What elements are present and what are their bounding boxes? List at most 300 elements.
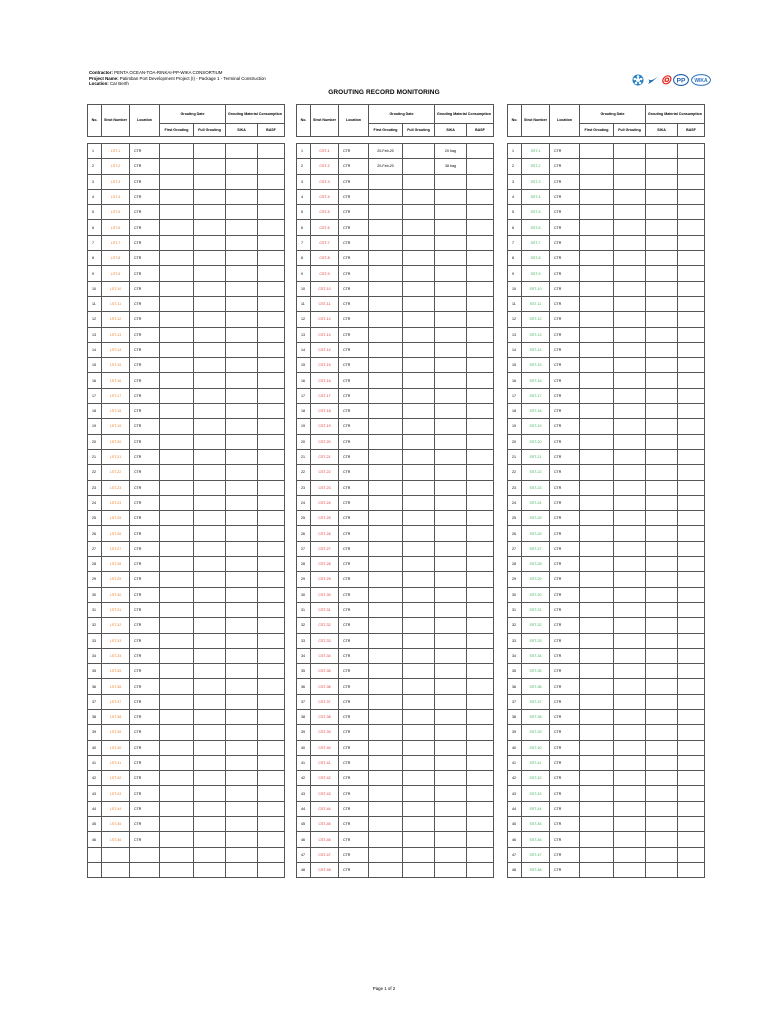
first-grouting-cell xyxy=(369,771,403,786)
sika-cell xyxy=(226,296,258,311)
first-grouting-cell xyxy=(160,144,194,159)
table-row xyxy=(297,404,494,419)
first-grouting-cell xyxy=(369,572,403,587)
header-strut-number: Strut Number xyxy=(522,105,550,137)
row-number: 18 xyxy=(508,404,522,419)
sika-cell xyxy=(226,189,258,204)
full-grouting-cell xyxy=(614,602,646,617)
strut-number: LST-14 xyxy=(102,342,130,357)
full-grouting-cell xyxy=(614,664,646,679)
contractor-line: Contractor: PENTA OCEAN-TOA-RINKAI-PP-WIKA CONSORTIUM xyxy=(89,70,223,75)
full-grouting-cell xyxy=(194,602,226,617)
table-row xyxy=(508,633,705,648)
sika-cell xyxy=(435,495,467,510)
row-number: 22 xyxy=(88,465,102,480)
location-cell: CTR xyxy=(339,709,369,724)
row-number: 39 xyxy=(297,725,311,740)
location-cell: CTR xyxy=(339,434,369,449)
table-row xyxy=(297,495,494,510)
full-grouting-cell xyxy=(194,312,226,327)
table-row xyxy=(297,480,494,495)
location-cell: CTR xyxy=(130,434,160,449)
full-grouting-cell xyxy=(403,449,435,464)
full-grouting-cell xyxy=(614,832,646,847)
sika-cell xyxy=(646,220,678,235)
strut-number: SST-48 xyxy=(522,862,550,877)
location-cell: CTR xyxy=(130,648,160,663)
first-grouting-cell xyxy=(160,373,194,388)
row-number: 39 xyxy=(88,725,102,740)
table-row xyxy=(508,648,705,663)
row-number: 19 xyxy=(508,419,522,434)
basf-cell xyxy=(467,801,494,816)
full-grouting-cell xyxy=(403,679,435,694)
basf-cell xyxy=(678,511,705,526)
basf-cell xyxy=(467,404,494,419)
table-row xyxy=(508,144,705,159)
full-grouting-cell xyxy=(403,817,435,832)
strut-number: CST-21 xyxy=(311,449,339,464)
strut-number: SST-31 xyxy=(522,602,550,617)
basf-cell xyxy=(467,694,494,709)
full-grouting-cell xyxy=(614,358,646,373)
full-grouting-cell xyxy=(614,801,646,816)
row-number: 30 xyxy=(297,587,311,602)
document-header xyxy=(89,70,266,87)
location-cell: CTR xyxy=(339,373,369,388)
location-cell: CTR xyxy=(550,511,580,526)
row-number: 37 xyxy=(88,694,102,709)
first-grouting-cell xyxy=(580,664,614,679)
first-grouting-cell xyxy=(369,388,403,403)
table-row xyxy=(297,572,494,587)
basf-cell xyxy=(258,817,285,832)
basf-cell xyxy=(467,235,494,250)
row-number: 43 xyxy=(508,786,522,801)
sika-cell xyxy=(435,281,467,296)
strut-number: SST-39 xyxy=(522,725,550,740)
sika-cell xyxy=(646,740,678,755)
strut-number: CST-30 xyxy=(311,587,339,602)
sika-cell xyxy=(226,694,258,709)
sika-cell xyxy=(435,449,467,464)
first-grouting-cell xyxy=(160,664,194,679)
basf-cell xyxy=(467,312,494,327)
row-number: 14 xyxy=(297,342,311,357)
first-grouting-cell xyxy=(369,205,403,220)
location-cell: CTR xyxy=(550,373,580,388)
strut-number: LST-16 xyxy=(102,373,130,388)
row-number: 35 xyxy=(88,664,102,679)
row-number: 31 xyxy=(88,602,102,617)
row-number: 1 xyxy=(508,144,522,159)
row-number: 35 xyxy=(297,664,311,679)
basf-cell xyxy=(467,847,494,862)
first-grouting-cell xyxy=(160,159,194,174)
table-row xyxy=(508,189,705,204)
basf-cell xyxy=(678,817,705,832)
strut-number: CST-13 xyxy=(311,327,339,342)
basf-cell xyxy=(678,786,705,801)
table-row xyxy=(297,205,494,220)
first-grouting-cell xyxy=(160,480,194,495)
row-number: 17 xyxy=(297,388,311,403)
basf-cell xyxy=(467,587,494,602)
location-line: Location: Car Berth xyxy=(89,81,129,87)
strut-number: CST-7 xyxy=(311,235,339,250)
sika-cell xyxy=(226,511,258,526)
location-cell: CTR xyxy=(130,832,160,847)
header-spacer xyxy=(467,137,494,144)
basf-cell xyxy=(678,465,705,480)
table-row xyxy=(88,832,285,847)
table-row xyxy=(88,358,285,373)
location-cell: CTR xyxy=(339,862,369,877)
sika-cell xyxy=(646,235,678,250)
first-grouting-cell xyxy=(369,373,403,388)
sika-cell xyxy=(646,296,678,311)
table-row xyxy=(508,511,705,526)
location-cell: CTR xyxy=(339,205,369,220)
sika-cell: 20 bag xyxy=(435,144,467,159)
strut-number: LST-38 xyxy=(102,709,130,724)
empty-cell xyxy=(88,862,102,877)
basf-cell xyxy=(258,602,285,617)
row-number: 41 xyxy=(88,755,102,770)
full-grouting-cell xyxy=(403,740,435,755)
location-cell: CTR xyxy=(550,618,580,633)
full-grouting-cell xyxy=(614,817,646,832)
consortium-logos xyxy=(632,71,718,89)
location-cell: CTR xyxy=(339,633,369,648)
table-row xyxy=(297,602,494,617)
sika-cell xyxy=(435,771,467,786)
table-row xyxy=(88,419,285,434)
row-number: 33 xyxy=(508,633,522,648)
table-row xyxy=(88,327,285,342)
strut-number: SST-13 xyxy=(522,327,550,342)
strut-number: CST-19 xyxy=(311,419,339,434)
strut-number: SST-44 xyxy=(522,801,550,816)
basf-cell xyxy=(258,404,285,419)
row-number: 24 xyxy=(297,495,311,510)
first-grouting-cell xyxy=(160,251,194,266)
row-number: 13 xyxy=(508,327,522,342)
basf-cell xyxy=(678,312,705,327)
first-grouting-cell xyxy=(369,648,403,663)
header-grouting-date: Grouting Date xyxy=(369,105,435,124)
basf-cell xyxy=(678,832,705,847)
table-row xyxy=(297,511,494,526)
row-number: 31 xyxy=(508,602,522,617)
table-row xyxy=(297,862,494,877)
basf-cell xyxy=(678,725,705,740)
strut-number: LST-8 xyxy=(102,251,130,266)
table-row xyxy=(508,495,705,510)
location-cell: CTR xyxy=(130,801,160,816)
strut-number: LST-29 xyxy=(102,572,130,587)
location-cell: CTR xyxy=(550,404,580,419)
basf-cell xyxy=(258,358,285,373)
strut-number: CST-4 xyxy=(311,189,339,204)
strut-number: SST-18 xyxy=(522,404,550,419)
location-cell: CTR xyxy=(550,541,580,556)
full-grouting-cell xyxy=(403,832,435,847)
strut-number: SST-33 xyxy=(522,633,550,648)
location-cell: CTR xyxy=(339,342,369,357)
first-grouting-cell xyxy=(369,832,403,847)
first-grouting-cell xyxy=(580,557,614,572)
full-grouting-cell xyxy=(403,159,435,174)
row-number: 1 xyxy=(297,144,311,159)
sika-cell xyxy=(226,404,258,419)
header-basf: BASF xyxy=(258,124,285,137)
location-cell: CTR xyxy=(130,266,160,281)
sika-cell xyxy=(435,465,467,480)
basf-cell xyxy=(258,587,285,602)
sika-cell xyxy=(646,648,678,663)
first-grouting-cell xyxy=(369,679,403,694)
row-number: 14 xyxy=(88,342,102,357)
row-number: 19 xyxy=(297,419,311,434)
location-cell: CTR xyxy=(339,404,369,419)
strut-number: LST-5 xyxy=(102,205,130,220)
full-grouting-cell xyxy=(194,618,226,633)
header-sika: SIKA xyxy=(435,124,467,137)
row-number: 25 xyxy=(297,511,311,526)
location-cell: CTR xyxy=(339,281,369,296)
location-cell: CTR xyxy=(339,159,369,174)
sika-cell xyxy=(226,174,258,189)
basf-cell xyxy=(258,740,285,755)
row-number: 2 xyxy=(508,159,522,174)
row-number: 27 xyxy=(88,541,102,556)
sika-cell xyxy=(226,465,258,480)
full-grouting-cell xyxy=(403,358,435,373)
basf-cell xyxy=(678,771,705,786)
table-row xyxy=(508,358,705,373)
strut-number: SST-17 xyxy=(522,388,550,403)
full-grouting-cell xyxy=(403,373,435,388)
location-cell: CTR xyxy=(130,526,160,541)
strut-number: CST-34 xyxy=(311,648,339,663)
full-grouting-cell xyxy=(403,174,435,189)
strut-number: CST-17 xyxy=(311,388,339,403)
table-row xyxy=(88,266,285,281)
sika-cell xyxy=(435,862,467,877)
basf-cell xyxy=(467,602,494,617)
full-grouting-cell xyxy=(194,388,226,403)
row-number: 7 xyxy=(508,235,522,250)
location-cell: CTR xyxy=(550,358,580,373)
sika-cell xyxy=(646,312,678,327)
table-row xyxy=(508,664,705,679)
full-grouting-cell xyxy=(403,144,435,159)
location-cell: CTR xyxy=(339,235,369,250)
row-number: 23 xyxy=(88,480,102,495)
basf-cell xyxy=(678,205,705,220)
strut-number: CST-38 xyxy=(311,709,339,724)
basf-cell xyxy=(678,235,705,250)
sika-cell xyxy=(435,327,467,342)
sika-cell xyxy=(435,725,467,740)
strut-number: CST-28 xyxy=(311,557,339,572)
basf-cell xyxy=(258,205,285,220)
first-grouting-cell xyxy=(160,587,194,602)
sika-cell xyxy=(646,434,678,449)
first-grouting-cell xyxy=(160,404,194,419)
strut-number: SST-37 xyxy=(522,694,550,709)
location-cell: CTR xyxy=(550,557,580,572)
sika-cell xyxy=(435,587,467,602)
table-row xyxy=(297,159,494,174)
strut-number: SST-26 xyxy=(522,526,550,541)
table-row xyxy=(508,434,705,449)
basf-cell xyxy=(467,449,494,464)
sika-cell xyxy=(646,404,678,419)
sika-cell xyxy=(646,480,678,495)
location-cell: CTR xyxy=(550,526,580,541)
table-row xyxy=(297,771,494,786)
strut-number: CST-41 xyxy=(311,755,339,770)
basf-cell xyxy=(678,694,705,709)
basf-cell xyxy=(258,373,285,388)
sika-cell xyxy=(226,602,258,617)
basf-cell xyxy=(678,541,705,556)
header-grouting-date: Grouting Date xyxy=(580,105,646,124)
location-cell: CTR xyxy=(550,480,580,495)
full-grouting-cell xyxy=(614,388,646,403)
table-row xyxy=(508,862,705,877)
table-row xyxy=(508,709,705,724)
basf-cell xyxy=(467,434,494,449)
first-grouting-cell xyxy=(160,235,194,250)
table-row xyxy=(297,144,494,159)
row-number: 30 xyxy=(508,587,522,602)
row-number: 36 xyxy=(297,679,311,694)
basf-cell xyxy=(678,618,705,633)
empty-cell xyxy=(226,862,258,877)
row-number: 30 xyxy=(88,587,102,602)
first-grouting-cell xyxy=(160,511,194,526)
row-number: 12 xyxy=(88,312,102,327)
row-number: 38 xyxy=(297,709,311,724)
basf-cell xyxy=(678,740,705,755)
basf-cell xyxy=(678,373,705,388)
strut-number: SST-25 xyxy=(522,511,550,526)
strut-number: SST-9 xyxy=(522,266,550,281)
location-cell: CTR xyxy=(339,740,369,755)
sika-cell xyxy=(435,189,467,204)
wika-logo-icon xyxy=(691,74,711,86)
row-number: 38 xyxy=(508,709,522,724)
first-grouting-cell xyxy=(580,602,614,617)
basf-cell xyxy=(258,342,285,357)
header-full-grouting: Full Grouting xyxy=(614,124,646,137)
row-number: 6 xyxy=(297,220,311,235)
basf-cell xyxy=(258,694,285,709)
strut-number: CST-15 xyxy=(311,358,339,373)
row-number: 27 xyxy=(508,541,522,556)
basf-cell xyxy=(678,526,705,541)
first-grouting-cell xyxy=(369,281,403,296)
strut-number: LST-40 xyxy=(102,740,130,755)
first-grouting-cell xyxy=(369,557,403,572)
location-cell: CTR xyxy=(550,648,580,663)
header-full-grouting: Full Grouting xyxy=(194,124,226,137)
location-cell: CTR xyxy=(550,342,580,357)
empty-cell xyxy=(88,847,102,862)
location-cell: CTR xyxy=(550,817,580,832)
location-cell: CTR xyxy=(550,449,580,464)
location-cell: CTR xyxy=(130,511,160,526)
first-grouting-cell xyxy=(580,373,614,388)
row-number: 19 xyxy=(88,419,102,434)
sika-cell xyxy=(646,587,678,602)
location-cell: CTR xyxy=(339,755,369,770)
basf-cell xyxy=(258,709,285,724)
sika-cell xyxy=(646,205,678,220)
strut-number: LST-20 xyxy=(102,434,130,449)
sika-cell xyxy=(646,189,678,204)
sika-cell xyxy=(646,358,678,373)
table-row xyxy=(508,404,705,419)
table-row xyxy=(88,205,285,220)
basf-cell xyxy=(467,541,494,556)
full-grouting-cell xyxy=(194,189,226,204)
table-row xyxy=(297,220,494,235)
strut-number: CST-36 xyxy=(311,679,339,694)
location-cell: CTR xyxy=(130,404,160,419)
first-grouting-cell xyxy=(580,679,614,694)
full-grouting-cell xyxy=(614,648,646,663)
basf-cell xyxy=(258,679,285,694)
row-number: 16 xyxy=(88,373,102,388)
full-grouting-cell xyxy=(614,694,646,709)
location-cell: CTR xyxy=(130,251,160,266)
sika-cell xyxy=(226,342,258,357)
row-number: 4 xyxy=(88,189,102,204)
row-number: 26 xyxy=(508,526,522,541)
first-grouting-cell xyxy=(369,495,403,510)
table-row xyxy=(88,618,285,633)
header-spacer xyxy=(550,137,580,144)
first-grouting-cell xyxy=(160,526,194,541)
table-row xyxy=(508,572,705,587)
first-grouting-cell xyxy=(580,709,614,724)
first-grouting-cell xyxy=(160,572,194,587)
full-grouting-cell xyxy=(403,480,435,495)
basf-cell xyxy=(467,388,494,403)
basf-cell xyxy=(467,725,494,740)
table-row xyxy=(508,832,705,847)
full-grouting-cell xyxy=(194,725,226,740)
full-grouting-cell xyxy=(614,755,646,770)
strut-number: LST-34 xyxy=(102,648,130,663)
basf-cell xyxy=(678,220,705,235)
location-cell: CTR xyxy=(339,174,369,189)
strut-number: LST-10 xyxy=(102,281,130,296)
location-cell: CTR xyxy=(339,144,369,159)
sika-cell xyxy=(226,251,258,266)
sika-cell xyxy=(226,480,258,495)
first-grouting-cell xyxy=(580,312,614,327)
strut-number: SST-36 xyxy=(522,679,550,694)
table-row xyxy=(88,480,285,495)
table-row xyxy=(297,251,494,266)
header-spacer xyxy=(646,137,678,144)
strut-number: SST-21 xyxy=(522,449,550,464)
